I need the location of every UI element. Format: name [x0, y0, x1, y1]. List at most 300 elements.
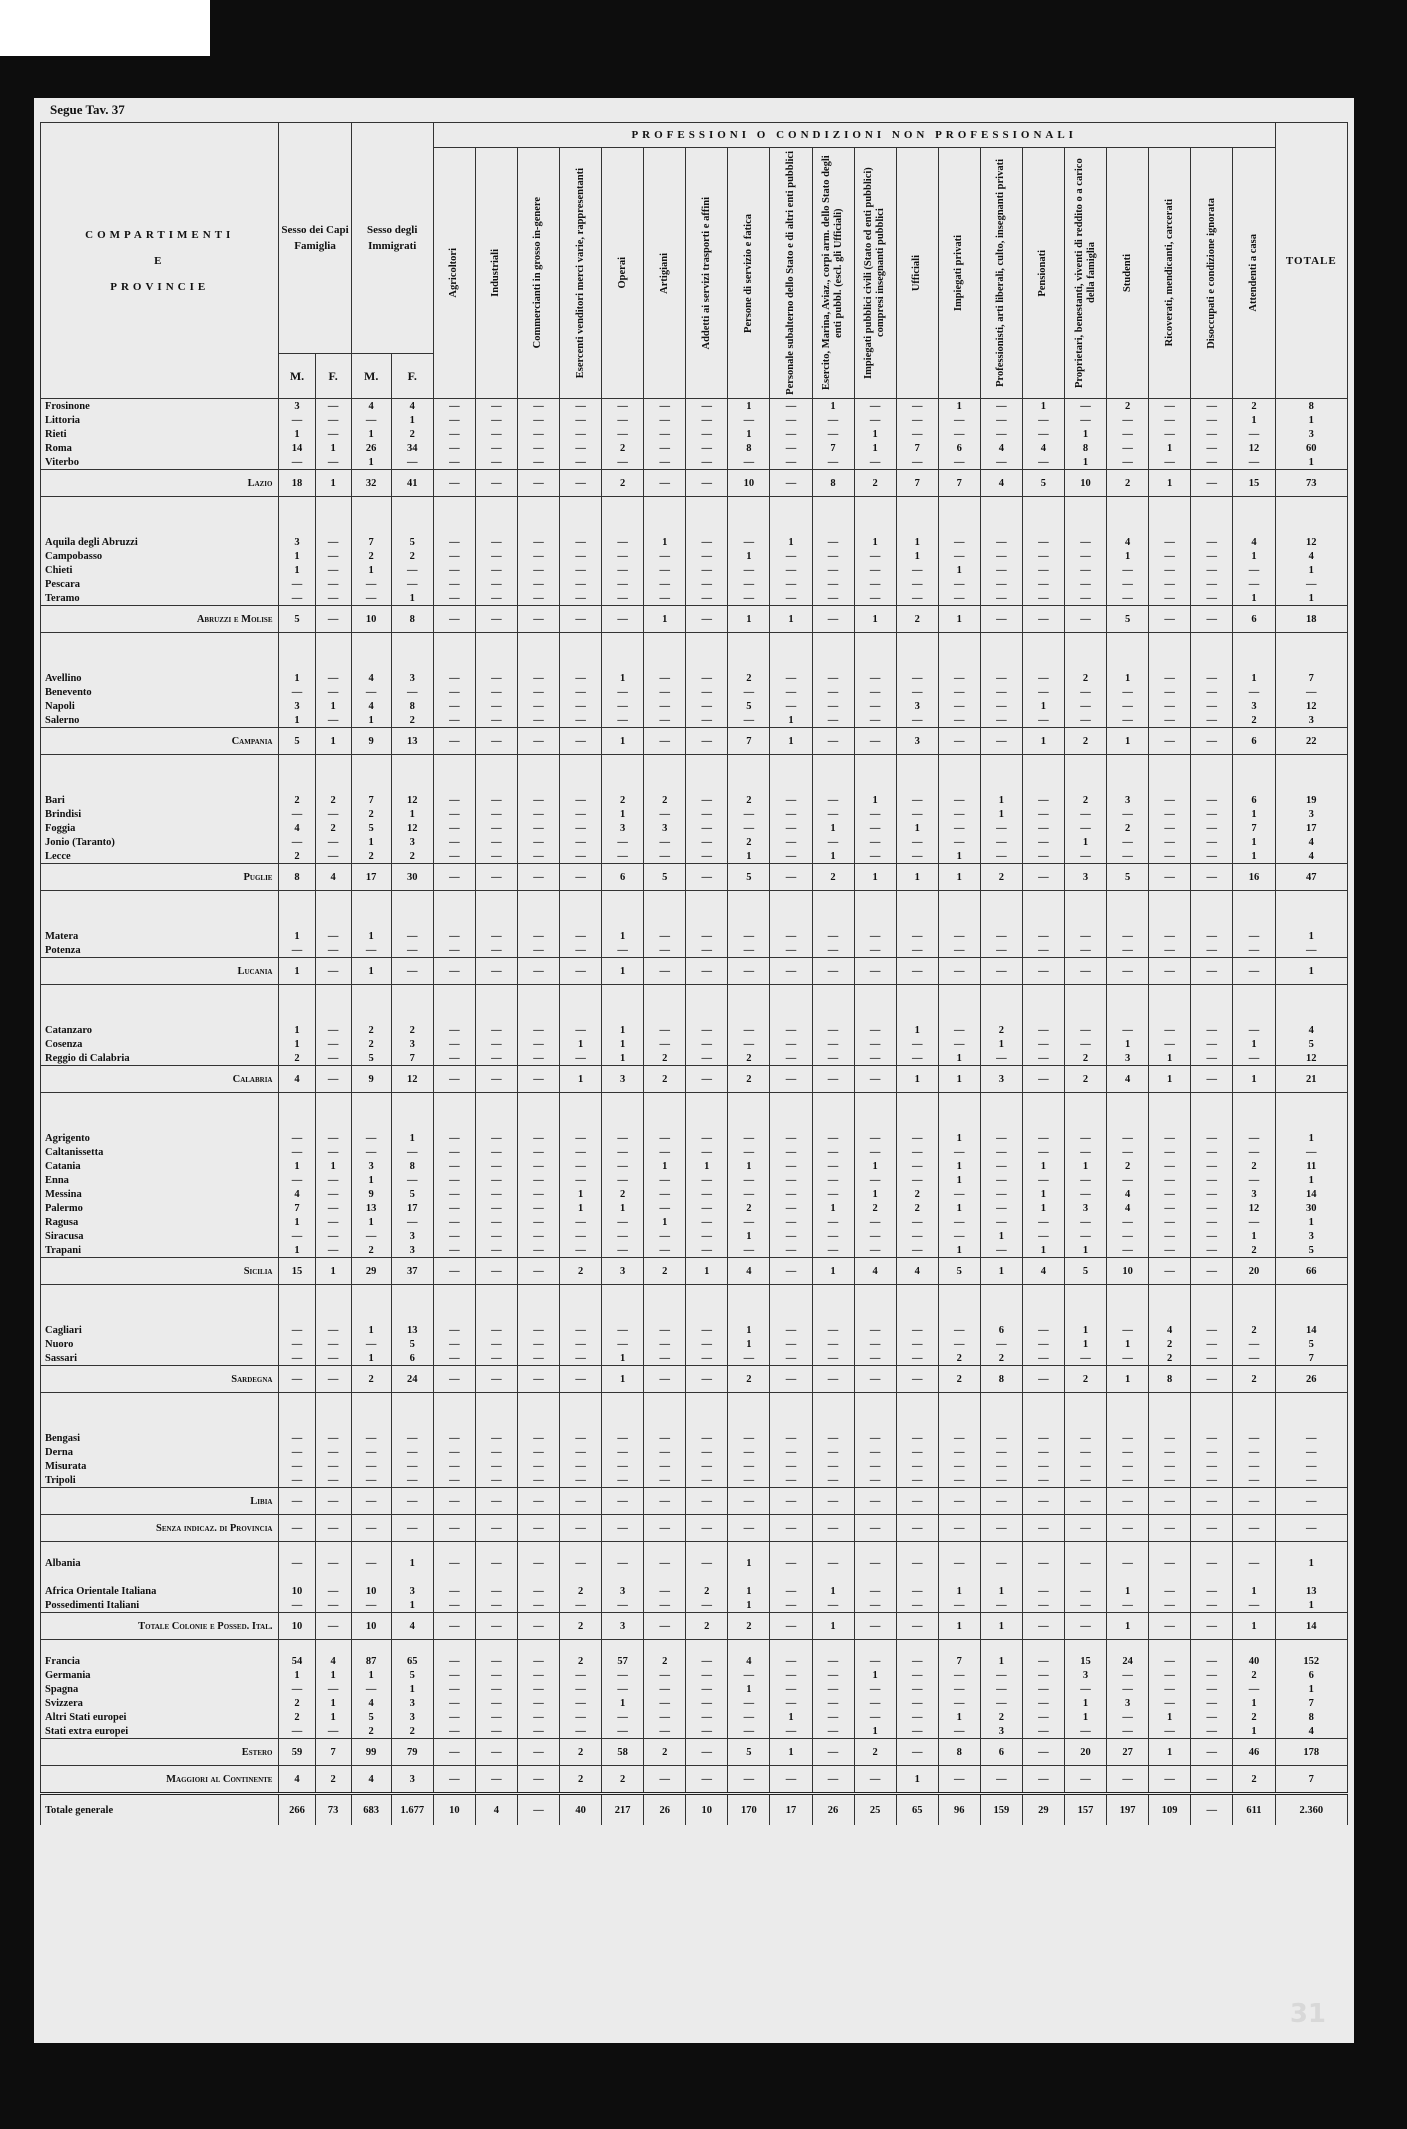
cell-value: — [391, 1473, 433, 1488]
cell-value: 2 [602, 793, 644, 807]
cell-value: — [1022, 549, 1064, 563]
cell-value: 10 [686, 1794, 728, 1826]
spacer-cell [279, 1640, 315, 1655]
cell-value: 2 [1107, 470, 1149, 497]
cell-value: — [686, 1459, 728, 1473]
cell-value: — [1064, 1131, 1106, 1145]
spacer-cell [1107, 1393, 1149, 1432]
cell-value: — [1107, 1488, 1149, 1515]
cell-value: 3 [644, 821, 686, 835]
cell-value: — [728, 1037, 770, 1051]
cell-value: 1 [1233, 1584, 1275, 1598]
cell-value: — [517, 1187, 559, 1201]
cell-value: — [433, 1488, 475, 1515]
spacer-cell [686, 891, 728, 930]
cell-value: 29 [351, 1258, 391, 1285]
cell-value: — [1107, 1243, 1149, 1258]
cell-value: — [854, 1654, 896, 1668]
cell-value: 2 [560, 1739, 602, 1766]
cell-value: 7 [896, 441, 938, 455]
cell-value: — [475, 535, 517, 549]
cell-value: — [644, 728, 686, 755]
cell-value: — [560, 455, 602, 470]
spacer-cell [475, 1285, 517, 1324]
cell-value: — [315, 1613, 351, 1640]
cell-value: — [644, 577, 686, 591]
spacer-cell [896, 1542, 938, 1557]
spacer-cell [351, 985, 391, 1024]
cell-value: — [728, 577, 770, 591]
table-row [41, 1682, 1348, 1696]
cell-value: — [433, 1201, 475, 1215]
cell-value: 1 [1107, 1337, 1149, 1351]
header-sesso-immigrati: Sesso degli Immigrati [351, 123, 433, 354]
cell-value: — [602, 835, 644, 849]
cell-value: — [315, 413, 351, 427]
cell-value: 14 [1275, 1613, 1347, 1640]
cell-value: 1 [1275, 1131, 1347, 1145]
cell-value: — [1191, 1023, 1233, 1037]
cell-value: 8 [938, 1739, 980, 1766]
cell-value: — [980, 1459, 1022, 1473]
row-label: Maggiori al Continente [41, 1766, 279, 1794]
cell-value: 4 [315, 864, 351, 891]
spacer-cell [770, 633, 812, 672]
cell-value: — [1022, 1145, 1064, 1159]
spacer-cell [351, 1570, 391, 1584]
spacer-cell [1233, 633, 1275, 672]
cell-value: — [812, 1037, 854, 1051]
spacer-cell [279, 1285, 315, 1324]
cell-value: — [980, 563, 1022, 577]
cell-value: — [1022, 1037, 1064, 1051]
cell-value: — [812, 728, 854, 755]
spacer-cell [517, 1542, 559, 1557]
cell-value: — [896, 685, 938, 699]
cell-value: — [1149, 549, 1191, 563]
spacer-cell [279, 985, 315, 1024]
spacer-cell [980, 1285, 1022, 1324]
cell-value: 2 [351, 549, 391, 563]
spacer-cell [315, 891, 351, 930]
cell-value: — [1233, 1459, 1275, 1473]
cell-value: — [896, 427, 938, 441]
cell-value: — [315, 1037, 351, 1051]
cell-value: 7 [938, 470, 980, 497]
cell-value: 18 [1275, 606, 1347, 633]
cell-value: 1 [1064, 1710, 1106, 1724]
cell-value: — [1064, 1445, 1106, 1459]
cell-value: — [728, 943, 770, 958]
cell-value: 3 [1233, 699, 1275, 713]
cell-value: — [938, 1515, 980, 1542]
cell-value: — [1191, 399, 1233, 414]
cell-value: 14 [279, 441, 315, 455]
cell-value: — [854, 1696, 896, 1710]
cell-value: 1 [938, 1613, 980, 1640]
cell-value: — [1149, 1724, 1191, 1739]
cell-value: — [686, 535, 728, 549]
cell-value: — [1191, 699, 1233, 713]
cell-value: 3 [391, 1696, 433, 1710]
cell-value: 1 [391, 1598, 433, 1613]
cell-value: 1 [896, 821, 938, 835]
cell-value: — [433, 807, 475, 821]
cell-value: 2 [351, 807, 391, 821]
spacer-cell [279, 1542, 315, 1557]
cell-value: — [1191, 577, 1233, 591]
cell-value: — [812, 1323, 854, 1337]
cell-value: — [1275, 1145, 1347, 1159]
subtotal-row [41, 1066, 1348, 1093]
cell-value: — [1191, 807, 1233, 821]
cell-value: — [1064, 807, 1106, 821]
spacer-cell [1191, 1570, 1233, 1584]
cell-value: — [315, 1584, 351, 1598]
cell-value: 8 [1064, 441, 1106, 455]
cell-value: 2 [391, 549, 433, 563]
cell-value: — [938, 1187, 980, 1201]
spacer-cell [560, 633, 602, 672]
cell-value: — [1149, 958, 1191, 985]
cell-value: 1 [770, 713, 812, 728]
cell-value: 20 [1233, 1258, 1275, 1285]
cell-value: 1 [315, 1258, 351, 1285]
spacer-cell [938, 1542, 980, 1557]
spacer-row [41, 497, 1348, 536]
spacer-row [41, 1542, 1348, 1557]
cell-value: — [854, 1488, 896, 1515]
cell-value: 4 [1275, 849, 1347, 864]
cell-value: — [728, 821, 770, 835]
cell-value: 2 [854, 470, 896, 497]
cell-value: — [1149, 1201, 1191, 1215]
cell-value: 1 [351, 427, 391, 441]
table-row [41, 685, 1348, 699]
cell-value: — [896, 413, 938, 427]
cell-value: — [1022, 1556, 1064, 1570]
cell-value: 10 [279, 1584, 315, 1598]
cell-value: — [1233, 943, 1275, 958]
cell-value: — [854, 1066, 896, 1093]
spacer-cell [770, 1285, 812, 1324]
cell-value: 1 [391, 1682, 433, 1696]
spacer-cell [475, 891, 517, 930]
cell-value: — [896, 1488, 938, 1515]
cell-value: — [1233, 1431, 1275, 1445]
header-profession: Personale subalterno dello Stato e di altri enti pubblici [770, 148, 812, 399]
cell-value: — [980, 606, 1022, 633]
table-row [41, 807, 1348, 821]
cell-value: 1 [980, 1258, 1022, 1285]
cell-value: — [686, 713, 728, 728]
cell-value: 2 [391, 1023, 433, 1037]
cell-value: — [644, 1613, 686, 1640]
cell-value: — [938, 943, 980, 958]
subtotal-row [41, 470, 1348, 497]
cell-value: — [560, 1515, 602, 1542]
spacer-cell [896, 1093, 938, 1132]
cell-value: 5 [279, 728, 315, 755]
cell-value: — [854, 1459, 896, 1473]
cell-value: 27 [1107, 1739, 1149, 1766]
spacer-cell [433, 1640, 475, 1655]
cell-value: — [1191, 1145, 1233, 1159]
cell-value: — [560, 728, 602, 755]
cell-value: — [1233, 1351, 1275, 1366]
cell-value: — [1064, 958, 1106, 985]
spacer-cell [279, 755, 315, 794]
spacer-cell [980, 497, 1022, 536]
spacer-cell [41, 1542, 279, 1557]
cell-value: — [1149, 1473, 1191, 1488]
cell-value: — [560, 1710, 602, 1724]
spacer-cell [1233, 1393, 1275, 1432]
table-row [41, 1145, 1348, 1159]
table-row [41, 671, 1348, 685]
spacer-row [41, 1285, 1348, 1324]
cell-value: — [1191, 563, 1233, 577]
cell-value: 1 [351, 455, 391, 470]
header-profession: Attendenti a casa [1233, 148, 1275, 399]
spacer-cell [980, 1093, 1022, 1132]
cell-value: 10 [279, 1613, 315, 1640]
cell-value: — [351, 1459, 391, 1473]
cell-value: — [728, 713, 770, 728]
cell-value: 3 [980, 1724, 1022, 1739]
spacer-cell [938, 497, 980, 536]
cell-value: — [1149, 1445, 1191, 1459]
table-row [41, 1159, 1348, 1173]
spacer-cell [517, 755, 559, 794]
cell-value: — [315, 1051, 351, 1066]
spacer-cell [1022, 633, 1064, 672]
cell-value: — [1107, 685, 1149, 699]
spacer-cell [560, 1285, 602, 1324]
cell-value: — [315, 577, 351, 591]
cell-value: — [602, 713, 644, 728]
cell-value: 1 [602, 671, 644, 685]
spacer-cell [475, 1542, 517, 1557]
cell-value: 4 [728, 1258, 770, 1285]
cell-value: 1 [560, 1187, 602, 1201]
cell-value: 1 [391, 807, 433, 821]
cell-value: — [1149, 1145, 1191, 1159]
cell-value: — [560, 793, 602, 807]
cell-value: 2 [1064, 728, 1106, 755]
cell-value: — [812, 1766, 854, 1794]
cell-value: 8 [1275, 399, 1347, 414]
spacer-cell [854, 755, 896, 794]
table-row [41, 1173, 1348, 1187]
cell-value: — [812, 958, 854, 985]
cell-value: — [1022, 563, 1064, 577]
cell-value: 1 [938, 1201, 980, 1215]
cell-value: — [279, 1173, 315, 1187]
spacer-cell [560, 1542, 602, 1557]
spacer-cell [1191, 1640, 1233, 1655]
cell-value: — [1191, 835, 1233, 849]
cell-value: — [938, 793, 980, 807]
cell-value: — [602, 1473, 644, 1488]
spacer-cell [1064, 755, 1106, 794]
cell-value: 1 [854, 606, 896, 633]
cell-value: — [770, 1445, 812, 1459]
cell-value: — [980, 849, 1022, 864]
spacer-cell [728, 1640, 770, 1655]
cell-value: 40 [1233, 1654, 1275, 1668]
cell-value: — [433, 427, 475, 441]
row-label: Campobasso [41, 549, 279, 563]
spacer-row [41, 1640, 1348, 1655]
cell-value: 15 [1233, 470, 1275, 497]
cell-value: — [517, 1051, 559, 1066]
cell-value: — [433, 1515, 475, 1542]
cell-value: — [279, 1145, 315, 1159]
cell-value: 3 [1107, 793, 1149, 807]
cell-value: — [1107, 441, 1149, 455]
cell-value: — [475, 1431, 517, 1445]
header-profession: Artigiani [644, 148, 686, 399]
spacer-cell [517, 1393, 559, 1432]
cell-value: 8 [1149, 1366, 1191, 1393]
cell-value: — [644, 441, 686, 455]
cell-value: — [728, 1351, 770, 1366]
cell-value: 1 [391, 413, 433, 427]
cell-value: — [980, 1131, 1022, 1145]
cell-value: 5 [1022, 470, 1064, 497]
cell-value: 1 [686, 1258, 728, 1285]
cell-value: 40 [560, 1794, 602, 1826]
cell-value: 1 [644, 1215, 686, 1229]
cell-value: — [1149, 1215, 1191, 1229]
cell-value: — [1191, 413, 1233, 427]
row-label: Cagliari [41, 1323, 279, 1337]
cell-value: 2 [644, 1051, 686, 1066]
spacer-cell [812, 755, 854, 794]
cell-value: 2 [728, 1066, 770, 1093]
cell-value: — [1022, 864, 1064, 891]
spacer-cell [1107, 1542, 1149, 1557]
cell-value: 2 [980, 1351, 1022, 1366]
cell-value: 1 [812, 849, 854, 864]
cell-value: — [602, 1682, 644, 1696]
cell-value: — [1191, 1794, 1233, 1826]
cell-value: 7 [1275, 1766, 1347, 1794]
spacer-cell [854, 1393, 896, 1432]
spacer-cell [980, 755, 1022, 794]
cell-value: — [770, 1613, 812, 1640]
cell-value: 1 [1233, 1229, 1275, 1243]
cell-value: 2 [1233, 1159, 1275, 1173]
cell-value: — [475, 577, 517, 591]
cell-value: — [351, 1556, 391, 1570]
cell-value: — [1275, 1445, 1347, 1459]
cell-value: — [686, 1668, 728, 1682]
spacer-cell [1064, 1285, 1106, 1324]
cell-value: — [812, 1187, 854, 1201]
cell-value: 1 [938, 864, 980, 891]
row-label: Agrigento [41, 1131, 279, 1145]
cell-value: — [854, 1366, 896, 1393]
cell-value: — [644, 427, 686, 441]
cell-value: — [560, 1337, 602, 1351]
cell-value: 7 [938, 1654, 980, 1668]
cell-value: — [812, 413, 854, 427]
cell-value: 3 [1107, 1696, 1149, 1710]
cell-value: 47 [1275, 864, 1347, 891]
cell-value: 4 [351, 1696, 391, 1710]
cell-value: — [279, 591, 315, 606]
cell-value: 1 [279, 563, 315, 577]
cell-value: 2 [938, 1366, 980, 1393]
cell-value: 1 [896, 864, 938, 891]
cell-value: 2 [602, 1766, 644, 1794]
cell-value: — [315, 455, 351, 470]
cell-value: — [854, 413, 896, 427]
spacer-cell [1107, 985, 1149, 1024]
cell-value: — [854, 1682, 896, 1696]
cell-value: 1 [279, 713, 315, 728]
cell-value: — [854, 1337, 896, 1351]
cell-value: — [433, 606, 475, 633]
cell-value: 1 [315, 1710, 351, 1724]
cell-value: — [854, 1173, 896, 1187]
spacer-cell [1022, 1285, 1064, 1324]
cell-value: — [279, 413, 315, 427]
row-label: Bari [41, 793, 279, 807]
cell-value: — [433, 1556, 475, 1570]
cell-value: — [896, 1173, 938, 1187]
row-label: Lazio [41, 470, 279, 497]
cell-value: 159 [980, 1794, 1022, 1826]
spacer-cell [391, 1393, 433, 1432]
cell-value: — [1064, 1431, 1106, 1445]
table-row [41, 943, 1348, 958]
spacer-cell [686, 1570, 728, 1584]
cell-value: 7 [1275, 1351, 1347, 1366]
cell-value: — [854, 958, 896, 985]
cell-value: — [602, 1159, 644, 1173]
cell-value: 2 [686, 1613, 728, 1640]
row-label: Totale Colonie e Possed. Ital. [41, 1613, 279, 1640]
spacer-cell [391, 633, 433, 672]
cell-value: 3 [391, 1766, 433, 1794]
cell-value: — [1149, 1682, 1191, 1696]
cell-value: — [1191, 1323, 1233, 1337]
row-label: Puglie [41, 864, 279, 891]
spacer-cell [980, 1640, 1022, 1655]
spacer-cell [560, 1640, 602, 1655]
cell-value: — [517, 699, 559, 713]
row-label: Rieti [41, 427, 279, 441]
cell-value: — [728, 535, 770, 549]
cell-value: 178 [1275, 1739, 1347, 1766]
header-profession: Persone di servizio e fatica [728, 148, 770, 399]
cell-value: — [686, 427, 728, 441]
cell-value: — [686, 943, 728, 958]
cell-value: — [686, 591, 728, 606]
cell-value: 4 [1233, 535, 1275, 549]
cell-value: — [980, 1173, 1022, 1187]
cell-value: — [1149, 685, 1191, 699]
cell-value: — [1022, 427, 1064, 441]
cell-value: — [812, 713, 854, 728]
cell-value: — [560, 1366, 602, 1393]
cell-value: — [644, 1515, 686, 1542]
cell-value: — [1149, 1668, 1191, 1682]
row-label: Africa Orientale Italiana [41, 1584, 279, 1598]
